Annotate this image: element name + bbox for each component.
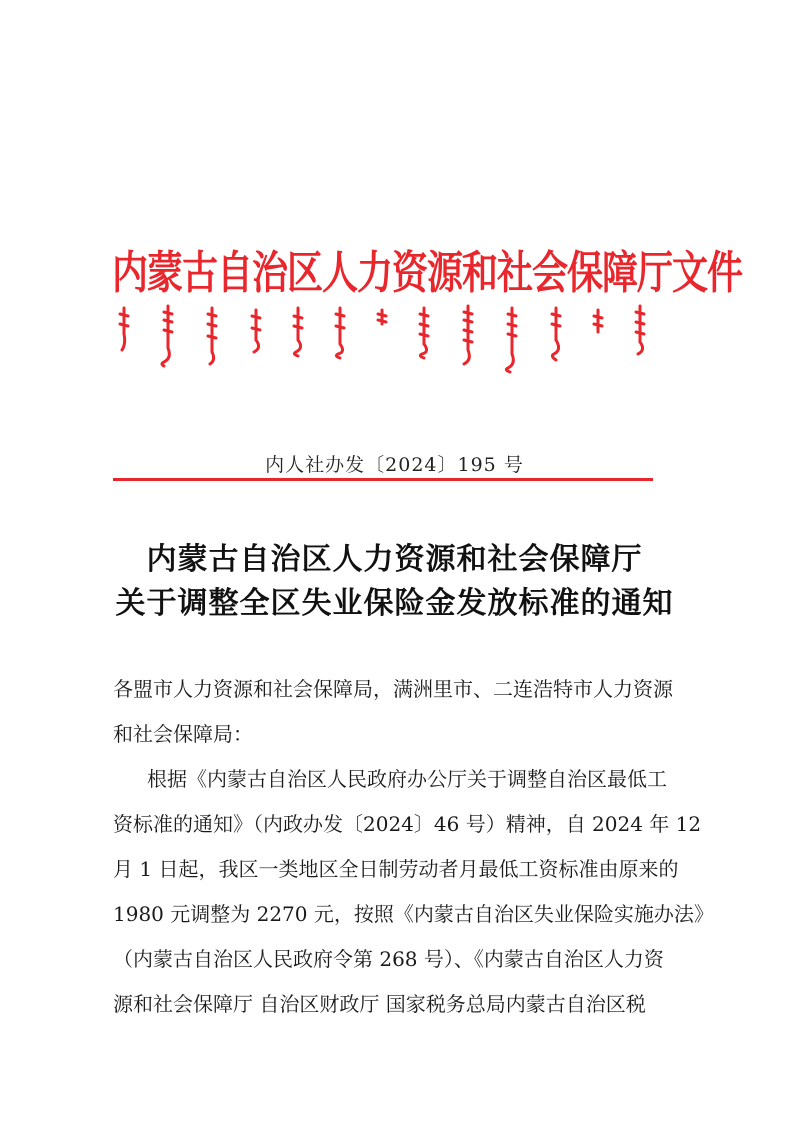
body-line: 月 1 日起，我区一类地区全日制劳动者月最低工资标准由原来的 xyxy=(113,857,679,881)
body-paragraph-start: 根据《内蒙古自治区人民政府办公厅关于调整自治区最低工 xyxy=(147,767,667,791)
body-line: 和社会保障局： xyxy=(113,722,253,746)
body-line: 资标准的通知》（内政办发〔2024〕46 号）精神，自 2024 年 12 xyxy=(113,812,702,836)
document-number: 内人社办发〔2024〕195 号 xyxy=(265,454,524,476)
letterhead-divider xyxy=(113,478,653,481)
body-line: 1980 元调整为 2270 元，按照《内蒙古自治区失业保险实施办法》 xyxy=(113,902,714,926)
notice-title-line-2: 关于调整全区失业保险金发放标准的通知 xyxy=(115,586,674,621)
body-line: 各盟市人力资源和社会保障局，满洲里市、二连浩特市人力资源 xyxy=(113,677,673,701)
body-line: （内蒙古自治区人民政府令第 268 号）、《内蒙古自治区人力资 xyxy=(113,947,664,971)
letterhead-title: 内蒙古自治区人力资源和社会保障厅文件 xyxy=(112,246,743,300)
body-line: 源和社会保障厅 自治区财政厅 国家税务总局内蒙古自治区税 xyxy=(113,992,646,1016)
mongolian-script-graphic xyxy=(112,304,652,374)
letterhead-mongolian-script xyxy=(112,304,652,374)
notice-title-line-1: 内蒙古自治区人力资源和社会保障厅 xyxy=(146,542,643,577)
